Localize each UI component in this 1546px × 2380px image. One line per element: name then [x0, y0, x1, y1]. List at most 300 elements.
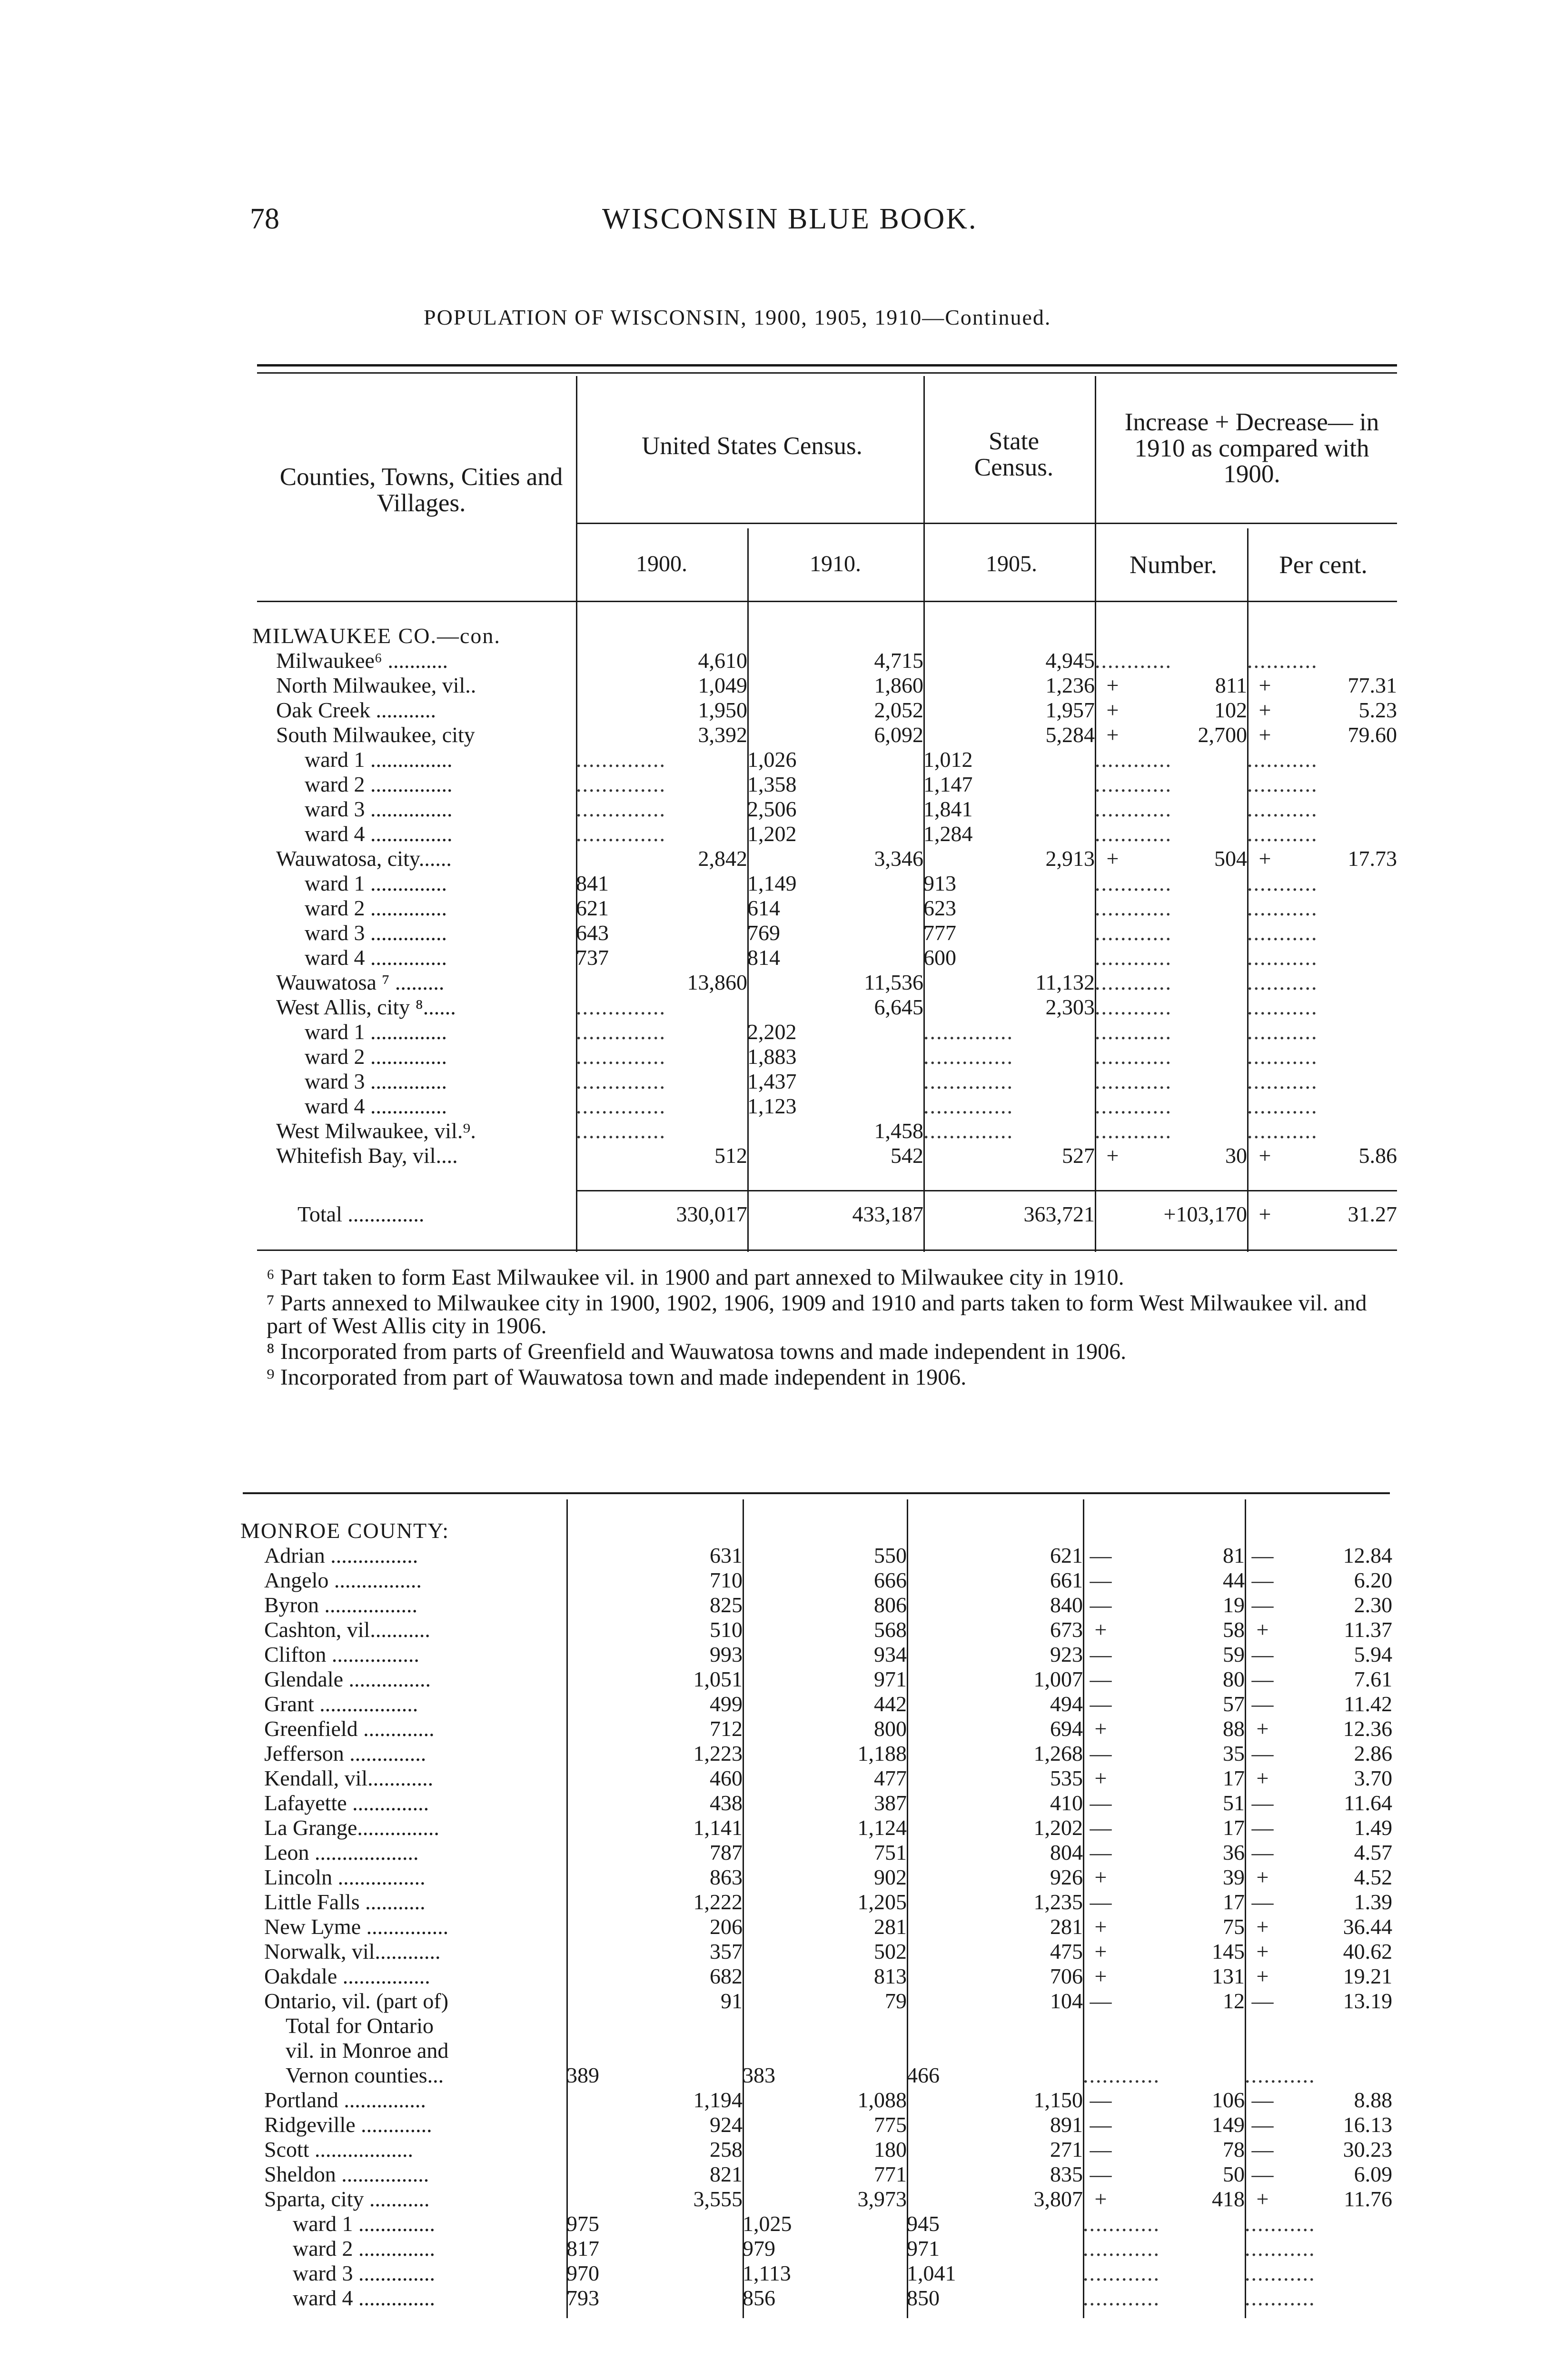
value-1900: 1,194	[693, 2088, 743, 2112]
row-name: La Grange...............	[264, 1815, 439, 1840]
section-heading-row	[252, 624, 1397, 648]
row-name: Wauwatosa ⁷ .........	[276, 970, 445, 994]
total-top-rule	[576, 1190, 1397, 1191]
percent-sign: +	[1256, 1617, 1269, 1642]
table-row	[240, 2063, 1392, 2088]
table-row	[252, 1020, 1397, 1044]
value-1905: ..............	[923, 1094, 1013, 1118]
row-name: Cashton, vil...........	[264, 1617, 430, 1642]
value-1900: 787	[710, 1840, 743, 1864]
percent-sign: —	[1251, 1741, 1274, 1765]
value-1900: 3,555	[693, 2187, 743, 2211]
table-row	[240, 1593, 1392, 1617]
value-1900: 512	[714, 1143, 747, 1168]
change-percent: ...........	[1247, 945, 1318, 970]
empty-cell	[566, 2038, 743, 2063]
row-name: Portland ...............	[264, 2088, 426, 2112]
section-heading: MILWAUKEE CO.—con.	[252, 624, 501, 648]
row-name: West Milwaukee, vil.⁹.	[276, 1119, 476, 1143]
change-number: ............	[1095, 945, 1172, 970]
header-year-1910: 1910.	[810, 551, 861, 576]
table-row	[252, 772, 1397, 797]
table-row	[252, 995, 1397, 1020]
table-row	[240, 1716, 1392, 1741]
table-row	[240, 1543, 1392, 1568]
value-1905: 840	[1050, 1593, 1083, 1617]
change-percent: ...........	[1247, 921, 1318, 945]
change-sign: —	[1090, 1642, 1112, 1666]
change-number: 78	[1223, 2137, 1245, 2162]
value-1910: 2,506	[747, 797, 797, 821]
value-1905: 1,202	[1033, 1815, 1083, 1840]
header-state-census: State Census.	[974, 427, 1054, 481]
table-row	[240, 1890, 1392, 1914]
change-percent: ...........	[1245, 2063, 1316, 2087]
header-col-name: Counties, Towns, Cities and Villages.	[279, 463, 563, 517]
milwaukee-total-row	[252, 1202, 1397, 1227]
total-percent: 31.27	[1348, 1202, 1397, 1226]
total-1900: 330,017	[676, 1202, 747, 1226]
table-row	[252, 1143, 1397, 1168]
value-1910: 771	[874, 2162, 907, 2186]
table-caption: POPULATION OF WISCONSIN, 1900, 1905, 1910—Continued.	[424, 305, 1051, 329]
value-1910: 775	[874, 2112, 907, 2137]
value-1905: 5,284	[1045, 723, 1095, 747]
empty-cell	[1280, 2038, 1392, 2063]
percent-sign: —	[1251, 1667, 1274, 1691]
table-row	[240, 2162, 1392, 2187]
value-1905: 1,284	[923, 822, 973, 846]
header-bottom-rule	[257, 601, 1397, 602]
row-name: Jefferson ..............	[264, 1741, 426, 1765]
percent-sign: +	[1256, 2187, 1269, 2211]
value-1900: 821	[710, 2162, 743, 2186]
percent-sign: —	[1251, 1543, 1274, 1567]
percent-sign: —	[1251, 2162, 1274, 2186]
value-1900: 863	[710, 1865, 743, 1889]
percent-sign: +	[1256, 1914, 1269, 1939]
percent-sign: —	[1251, 2088, 1274, 2112]
empty-cell	[907, 2038, 1083, 2063]
value-1900: 389	[566, 2063, 599, 2087]
change-sign: —	[1090, 2162, 1112, 2186]
change-percent: ...........	[1247, 648, 1318, 673]
table-row	[240, 1964, 1392, 1989]
value-1900: 91	[721, 1989, 743, 2013]
table-row	[240, 1692, 1392, 1716]
value-1905: 527	[1062, 1143, 1095, 1168]
value-1905: 694	[1050, 1716, 1083, 1741]
value-1910: 800	[874, 1716, 907, 1741]
value-1900: 975	[566, 2211, 599, 2236]
page-number: 78	[250, 203, 279, 235]
value-1910: 1,025	[743, 2211, 792, 2236]
change-percent: 19.21	[1343, 1964, 1393, 1988]
value-1900: 2,842	[698, 846, 747, 871]
table-row	[240, 2261, 1392, 2286]
change-percent: ...........	[1245, 2286, 1316, 2310]
value-1910: 1,202	[747, 822, 797, 846]
value-1910: 79	[885, 1989, 907, 2013]
change-number: 36	[1223, 1840, 1245, 1864]
value-1905: 535	[1050, 1766, 1083, 1790]
row-name: vil. in Monroe and	[286, 2038, 449, 2063]
row-name: Ontario, vil. (part of)	[264, 1989, 449, 2013]
value-1910: 6,092	[874, 723, 923, 747]
change-percent: 2.86	[1354, 1741, 1393, 1765]
change-number: ............	[1095, 747, 1172, 772]
change-sign: +	[1094, 1617, 1107, 1642]
value-1905: 3,807	[1033, 2187, 1083, 2211]
change-percent: ...........	[1247, 995, 1318, 1019]
table-row	[252, 797, 1397, 822]
change-percent: ...........	[1247, 1044, 1318, 1069]
value-1905: 1,235	[1033, 1890, 1083, 1914]
row-name: ward 2 ...............	[305, 772, 453, 796]
value-1910: 971	[874, 1667, 907, 1691]
value-1910: 1,883	[747, 1044, 797, 1069]
change-number: 39	[1223, 1865, 1245, 1889]
row-name: Oak Creek ...........	[276, 698, 436, 722]
value-1900: ..............	[576, 1020, 666, 1044]
value-1900: 438	[710, 1791, 743, 1815]
percent-sign: +	[1256, 1716, 1269, 1741]
row-name: Lafayette ..............	[264, 1791, 429, 1815]
change-sign: —	[1090, 1692, 1112, 1716]
table-row	[252, 648, 1397, 673]
value-1910: 1,124	[857, 1815, 907, 1840]
table-row	[240, 1568, 1392, 1593]
table-row	[240, 2112, 1392, 2137]
table-row	[240, 1865, 1392, 1890]
change-sign: —	[1090, 1890, 1112, 1914]
total-1905: 363,721	[1023, 1202, 1095, 1226]
table-row	[240, 1914, 1392, 1939]
header-percent: Per cent.	[1279, 551, 1368, 579]
table-row	[240, 1989, 1392, 2013]
change-number: 30	[1225, 1143, 1247, 1168]
value-1910: 502	[874, 1939, 907, 1964]
change-number: ............	[1095, 822, 1172, 846]
change-percent: 6.09	[1354, 2162, 1393, 2186]
value-1905: 494	[1050, 1692, 1083, 1716]
header-change: Increase + Decrease— in 1910 as compared with 1900.	[1124, 408, 1379, 488]
footnote-7: ⁷ Parts annexed to Milwaukee city in 1900, 1902, 1906, 1909 and 1910 and parts taken to form West Milwaukee vil. and part of West Allis city in 1906.	[267, 1290, 1367, 1339]
change-sign: —	[1090, 1840, 1112, 1864]
table-row	[240, 1815, 1392, 1840]
value-1900: 3,392	[698, 723, 747, 747]
row-name: Little Falls ...........	[264, 1890, 426, 1914]
row-name: New Lyme ...............	[264, 1914, 449, 1939]
value-1900: 13,860	[687, 970, 747, 994]
change-percent: ...........	[1247, 1069, 1318, 1093]
value-1900: 510	[710, 1617, 743, 1642]
header-year-1900: 1900.	[636, 551, 687, 576]
percent-sign: +	[1259, 1143, 1271, 1168]
change-percent: 17.73	[1348, 846, 1397, 871]
section-heading-row	[240, 1518, 1392, 1543]
row-name: ward 2 ..............	[305, 896, 447, 920]
table-row	[252, 1202, 1397, 1227]
change-sign: +	[1094, 1964, 1107, 1988]
value-1905: 891	[1050, 2112, 1083, 2137]
header-year-1905: 1905.	[986, 551, 1037, 576]
value-1910: 1,860	[874, 673, 923, 697]
value-1905: 804	[1050, 1840, 1083, 1864]
change-percent: ...........	[1247, 1094, 1318, 1118]
row-name: ward 4 ..............	[305, 1094, 447, 1118]
change-number: 504	[1214, 846, 1247, 871]
percent-sign: —	[1251, 1593, 1274, 1617]
value-1900: 621	[576, 896, 609, 920]
change-sign: +	[1106, 723, 1119, 747]
value-1910: 542	[891, 1143, 923, 1168]
empty-cell	[1245, 2013, 1280, 2038]
empty-cell	[1119, 2013, 1245, 2038]
value-1905: 271	[1050, 2137, 1083, 2162]
change-number: ............	[1095, 1020, 1172, 1044]
change-percent: 5.23	[1358, 698, 1397, 722]
table-row	[240, 2137, 1392, 2162]
row-name: ward 4 ..............	[305, 945, 447, 970]
value-1900: 710	[710, 1568, 743, 1592]
change-number: ............	[1095, 1069, 1172, 1093]
table-row	[240, 1939, 1392, 1964]
value-1905: 466	[907, 2063, 940, 2087]
row-name: ward 1 ..............	[305, 871, 447, 895]
percent-sign: +	[1256, 1939, 1269, 1964]
value-1905: 926	[1050, 1865, 1083, 1889]
value-1905: 410	[1050, 1791, 1083, 1815]
change-percent: 13.19	[1343, 1989, 1393, 2013]
value-1910: 2,202	[747, 1020, 797, 1044]
row-name: Vernon counties...	[286, 2063, 444, 2087]
percent-sign: —	[1251, 2137, 1274, 2162]
change-percent: 30.23	[1343, 2137, 1393, 2162]
row-name: South Milwaukee, city	[276, 723, 475, 747]
change-percent: ...........	[1247, 772, 1318, 796]
change-percent: ...........	[1247, 822, 1318, 846]
table-row	[252, 1094, 1397, 1119]
empty-cell	[907, 2013, 1083, 2038]
monroe-top-rule	[243, 1492, 1390, 1494]
change-number: ............	[1083, 2286, 1160, 2310]
change-number: ............	[1095, 871, 1172, 895]
value-1905: 1,150	[1033, 2088, 1083, 2112]
change-number: 17	[1223, 1890, 1245, 1914]
header-mid-rule	[576, 523, 1397, 524]
value-1910: 383	[743, 2063, 775, 2087]
change-percent: 7.61	[1354, 1667, 1393, 1691]
row-name: ward 1 ...............	[305, 747, 453, 772]
row-name: Grant ..................	[264, 1692, 418, 1716]
change-percent: 4.57	[1354, 1840, 1393, 1864]
row-name: ward 3 ..............	[305, 921, 447, 945]
value-1900: 499	[710, 1692, 743, 1716]
value-1910: 814	[747, 945, 780, 970]
change-sign: +	[1106, 1143, 1119, 1168]
row-name: Total for Ontario	[286, 2013, 434, 2038]
change-percent: 11.37	[1344, 1617, 1393, 1642]
table-row	[252, 723, 1397, 747]
value-1900: 825	[710, 1593, 743, 1617]
table-row	[252, 1069, 1397, 1094]
value-1910: 666	[874, 1568, 907, 1592]
value-1900: 258	[710, 2137, 743, 2162]
value-1905: ..............	[923, 1044, 1013, 1069]
percent-sign: +	[1256, 1964, 1269, 1988]
header-number: Number.	[1130, 551, 1217, 579]
change-sign: +	[1094, 1914, 1107, 1939]
value-1905: 777	[923, 921, 956, 945]
value-1905: 661	[1050, 1568, 1083, 1592]
change-sign: —	[1090, 1989, 1112, 2013]
value-1910: 387	[874, 1791, 907, 1815]
value-1910: 806	[874, 1593, 907, 1617]
empty-cell	[1280, 2013, 1392, 2038]
table-row	[252, 896, 1397, 921]
change-percent: 5.86	[1358, 1143, 1397, 1168]
change-sign: —	[1090, 2112, 1112, 2137]
row-name: West Allis, city ⁸......	[276, 995, 456, 1019]
value-1900: 643	[576, 921, 609, 945]
row-name: ward 4 ...............	[305, 822, 453, 846]
table-row	[240, 2236, 1392, 2261]
value-1900: 357	[710, 1939, 743, 1964]
value-1910: 1,205	[857, 1890, 907, 1914]
table-row	[240, 2038, 1392, 2063]
value-1910: 3,973	[857, 2187, 907, 2211]
change-percent: 1.39	[1354, 1890, 1393, 1914]
value-1900: 1,141	[693, 1815, 743, 1840]
row-name: Leon ...................	[264, 1840, 419, 1864]
value-1900: 1,950	[698, 698, 747, 722]
value-1900: ..............	[576, 772, 666, 796]
change-number: 17	[1223, 1766, 1245, 1790]
percent-sign: +	[1256, 1766, 1269, 1790]
value-1905: 1,957	[1045, 698, 1095, 722]
table-row	[240, 1840, 1392, 1865]
value-1900: ..............	[576, 797, 666, 821]
table-row	[240, 2211, 1392, 2236]
empty-cell	[1119, 2038, 1245, 2063]
value-1900: 4,610	[698, 648, 747, 673]
change-sign: —	[1090, 2137, 1112, 2162]
row-name: Glendale ...............	[264, 1667, 431, 1691]
row-name: ward 1 ..............	[305, 1020, 447, 1044]
change-percent: ...........	[1245, 2261, 1316, 2285]
value-1900: 206	[710, 1914, 743, 1939]
value-1900: 817	[566, 2236, 599, 2261]
change-number: 50	[1223, 2162, 1245, 2186]
table-row	[252, 846, 1397, 871]
change-number: ............	[1095, 1119, 1172, 1143]
value-1905: 2,913	[1045, 846, 1095, 871]
change-percent: 1.49	[1354, 1815, 1393, 1840]
change-number: ............	[1095, 1044, 1172, 1069]
percent-sign: —	[1251, 1692, 1274, 1716]
total-pct-sign: +	[1259, 1202, 1271, 1226]
change-sign: +	[1094, 1939, 1107, 1964]
value-1910: 281	[874, 1914, 907, 1939]
percent-sign: —	[1251, 1989, 1274, 2013]
change-percent: 11.42	[1344, 1692, 1393, 1716]
percent-sign: —	[1251, 1890, 1274, 1914]
percent-sign: +	[1256, 1865, 1269, 1889]
row-name: Byron .................	[264, 1593, 417, 1617]
value-1905: 1,012	[923, 747, 973, 772]
change-sign: —	[1090, 1741, 1112, 1765]
row-name: ward 1 ..............	[293, 2211, 435, 2236]
value-1905: 4,945	[1045, 648, 1095, 673]
change-percent: 3.70	[1354, 1766, 1393, 1790]
monroe-table	[240, 1518, 1392, 2311]
change-number: 57	[1223, 1692, 1245, 1716]
change-number: ............	[1095, 995, 1172, 1019]
change-number: ............	[1095, 648, 1172, 673]
percent-sign: —	[1251, 2112, 1274, 2137]
table-row	[240, 1617, 1392, 1642]
change-percent: ...........	[1247, 896, 1318, 920]
change-percent: ...........	[1247, 1119, 1318, 1143]
table-row	[252, 1044, 1397, 1069]
table-row	[240, 2013, 1392, 2038]
change-sign: —	[1090, 1815, 1112, 1840]
value-1900: 924	[710, 2112, 743, 2137]
change-number: ............	[1095, 797, 1172, 821]
change-number: ............	[1095, 921, 1172, 945]
table-row	[252, 945, 1397, 970]
table-row	[252, 871, 1397, 896]
change-sign: +	[1094, 1716, 1107, 1741]
change-percent: 12.36	[1343, 1716, 1393, 1741]
value-1910: 1,113	[743, 2261, 791, 2285]
change-percent: 4.52	[1354, 1865, 1393, 1889]
change-sign: +	[1094, 1865, 1107, 1889]
change-number: 811	[1215, 673, 1247, 697]
value-1910: 1,088	[857, 2088, 907, 2112]
row-name: Whitefish Bay, vil....	[276, 1143, 458, 1168]
change-number: 145	[1212, 1939, 1245, 1964]
change-percent: 36.44	[1343, 1914, 1393, 1939]
value-1910: 979	[743, 2236, 775, 2261]
value-1900: 793	[566, 2286, 599, 2310]
change-sign: —	[1090, 1568, 1112, 1592]
percent-sign: +	[1259, 846, 1271, 871]
change-percent: ...........	[1247, 747, 1318, 772]
change-percent: 5.94	[1354, 1642, 1393, 1666]
row-name: Milwaukee⁶ ...........	[276, 648, 448, 673]
change-number: ............	[1095, 1094, 1172, 1118]
change-percent: ...........	[1245, 2236, 1316, 2261]
value-1910: 477	[874, 1766, 907, 1790]
value-1900: ..............	[576, 1069, 666, 1093]
value-1905: 623	[923, 896, 956, 920]
table-row	[252, 921, 1397, 945]
table-row	[252, 673, 1397, 698]
change-number: 418	[1212, 2187, 1245, 2211]
value-1910: 902	[874, 1865, 907, 1889]
change-number: ............	[1083, 2211, 1160, 2236]
change-sign: +	[1106, 846, 1119, 871]
row-name: Adrian ................	[264, 1543, 418, 1567]
value-1905: 2,303	[1045, 995, 1095, 1019]
top-rule-thick	[257, 364, 1397, 367]
change-number: ............	[1083, 2063, 1160, 2087]
value-1900: ..............	[576, 1094, 666, 1118]
empty-cell	[743, 2038, 907, 2063]
change-number: 106	[1212, 2088, 1245, 2112]
